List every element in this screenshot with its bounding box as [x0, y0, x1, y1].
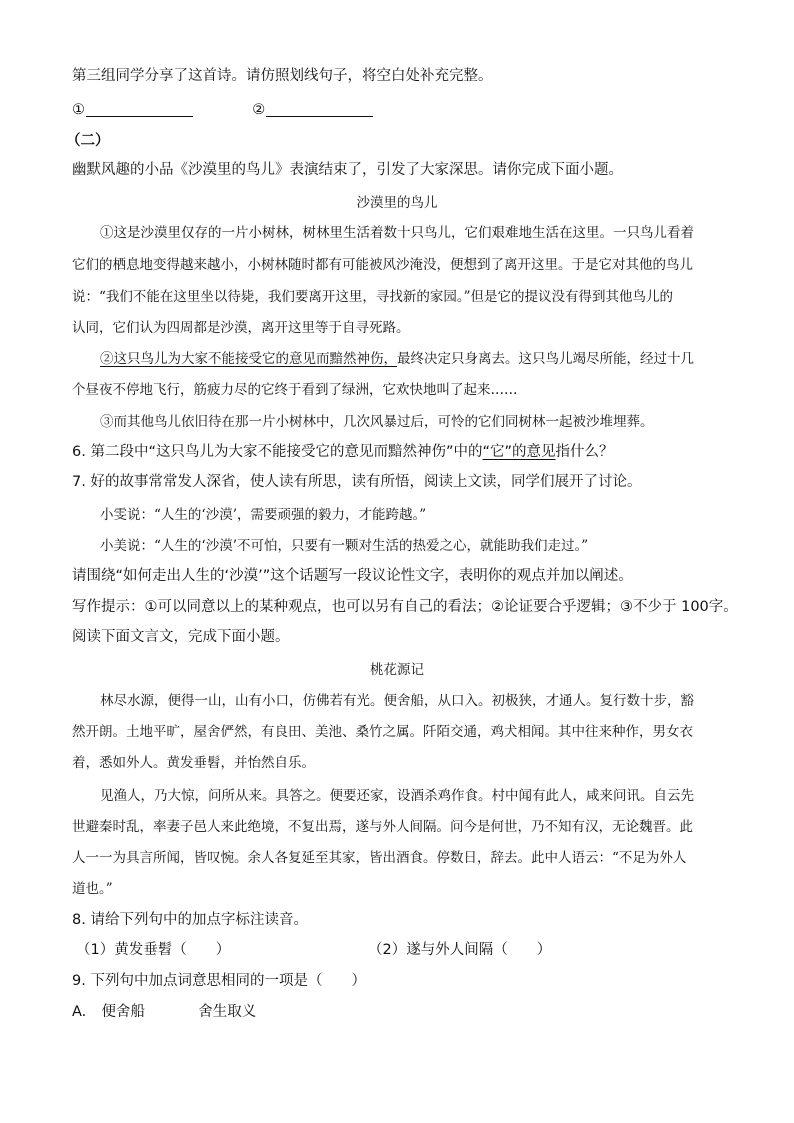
classical-p1-line3: 着，悉如外人。黄发垂髫，并怡然自乐。	[72, 755, 315, 771]
underlined-sentence: ②这只鸟儿为大家不能接受它的意见而黯然神伤，	[100, 351, 397, 367]
classical-p2-line2: 世避秦时乱，率妻子邑人来此绝境，不复出焉，遂与外人间隔。问今是何世，乃不知有汉，无论魏晋。此	[72, 819, 693, 835]
blank-1-label: ①	[72, 102, 85, 118]
question-6	[72, 441, 614, 463]
question-8-item-2: （2）遂与外人间隔（ ）	[368, 942, 552, 958]
story-p1-line3: 说：“我们不能在这里坐以待毙，我们要离开这里，寻找新的家园。”但是它的提议没有得到其他鸟儿的	[72, 289, 674, 305]
question-9: 9. 下列句中加点词意思相同的一项是（ ）	[72, 973, 366, 989]
option-a-phrase-2: 舍生取义	[198, 1004, 257, 1020]
classical-lead: 阅读下面文言文，完成下面小题。	[72, 629, 290, 645]
question-9-option-a	[72, 1001, 256, 1023]
classical-p2-line4: 道也。”	[72, 881, 113, 897]
blank-2-line[interactable]	[266, 102, 373, 117]
classical-p1-line1: 林尽水源，便得一山，山有小口，仿佛若有光。便舍船，从口入。初极狭，才通人。复行数十步，豁	[100, 693, 694, 709]
blank-2-label: ②	[252, 102, 266, 118]
option-a-phrase-1: 便舍船	[101, 1004, 145, 1020]
classical-p2-line1: 见渔人，乃大惊，问所从来。具答之。便要还家，设酒杀鸡作食。村中闻有此人，咸来问讯。自云先	[100, 788, 694, 804]
writing-tips: 写作提示：①可以同意以上的某种观点，也可以另有自己的看法；②论证要合乎逻辑；③不少于 100字。	[72, 599, 738, 615]
question-7: 7. 好的故事常常发人深省，使人读有所思，读有所悟，阅读上文读，同学们展开了讨论。	[72, 474, 642, 490]
classical-p1-line2: 然开朗。土地平旷，屋舍俨然，有良田、美池、桑竹之属。阡陌交通，鸡犬相闻。其中往来种作，男女衣	[72, 724, 693, 740]
story-p1-line4: 认同，它们认为四周都是沙漠，离开这里等于自寻死路。	[72, 320, 410, 336]
classical-title: 桃花源记	[370, 662, 424, 678]
story-title: 沙漠里的鸟儿	[356, 195, 438, 211]
question-8: 8. 请给下列句中的加点字标注读音。	[72, 912, 308, 928]
story-p1-line2: 它们的栖息地变得越来越小，小树林随时都有可能被风沙淹没，便想到了离开这里。于是它对其他的鸟儿	[72, 257, 693, 273]
section-lead: 幽默风趣的小品《沙漠里的鸟儿》表演结束了，引发了大家深思。请你完成下面小题。	[72, 162, 623, 178]
story-p3: ③而其他鸟儿依旧待在那一片小树林中，几次风暴过后，可怜的它们同树林一起被沙堆埋葬。	[100, 414, 654, 430]
classical-p2-line3: 人一一为具言所闻，皆叹惋。余人各复延至其家，皆出酒食。停数日，辞去。此中人语云：“不足为外人	[72, 850, 687, 866]
question-6-underlined: “它”的意见	[482, 444, 556, 460]
question-7-prompt: 请围绕“如何走出人生的‘沙漠’”这个话题写一段议论性文字，表明你的观点并加以阐述。	[72, 568, 633, 584]
question-6-pre: 6. 第二段中“这只鸟儿为大家不能接受它的意见而黯然神伤”中的	[72, 444, 483, 460]
story-p1-line1: ①这是沙漠里仅存的一片小树林，树林里生活着数十只鸟儿，它们艰难地生活在这里。一只鸟儿看着	[100, 225, 694, 241]
question-8-item-1: （1）黄发垂髫（ ）	[76, 942, 231, 958]
story-p2-line1	[100, 348, 694, 370]
xiaomei-quote: 小美说：“人生的‘沙漠’不可怕，只要有一颗对生活的热爱之心，就能助我们走过。”	[100, 538, 589, 554]
instruction-text: 第三组同学分享了这首诗。请仿照划线句子，将空白处补充完整。	[72, 68, 493, 84]
xiaowen-quote: 小雯说：“人生的‘沙漠’，需要顽强的毅力，才能跨越。”	[100, 507, 427, 523]
section-heading: （二）	[66, 133, 110, 149]
story-p2-line2: 个昼夜不停地飞行，筋疲力尽的它终于看到了绿洲，它欢快地叫了起来……	[72, 382, 518, 398]
story-p2-rest: 最终决定只身离去。这只鸟儿竭尽所能，经过十几	[397, 351, 694, 367]
blank-1-line[interactable]	[86, 102, 193, 117]
answer-blanks	[72, 99, 373, 121]
question-6-post: 指什么？	[555, 444, 614, 460]
option-a-label: A.	[72, 1004, 87, 1020]
